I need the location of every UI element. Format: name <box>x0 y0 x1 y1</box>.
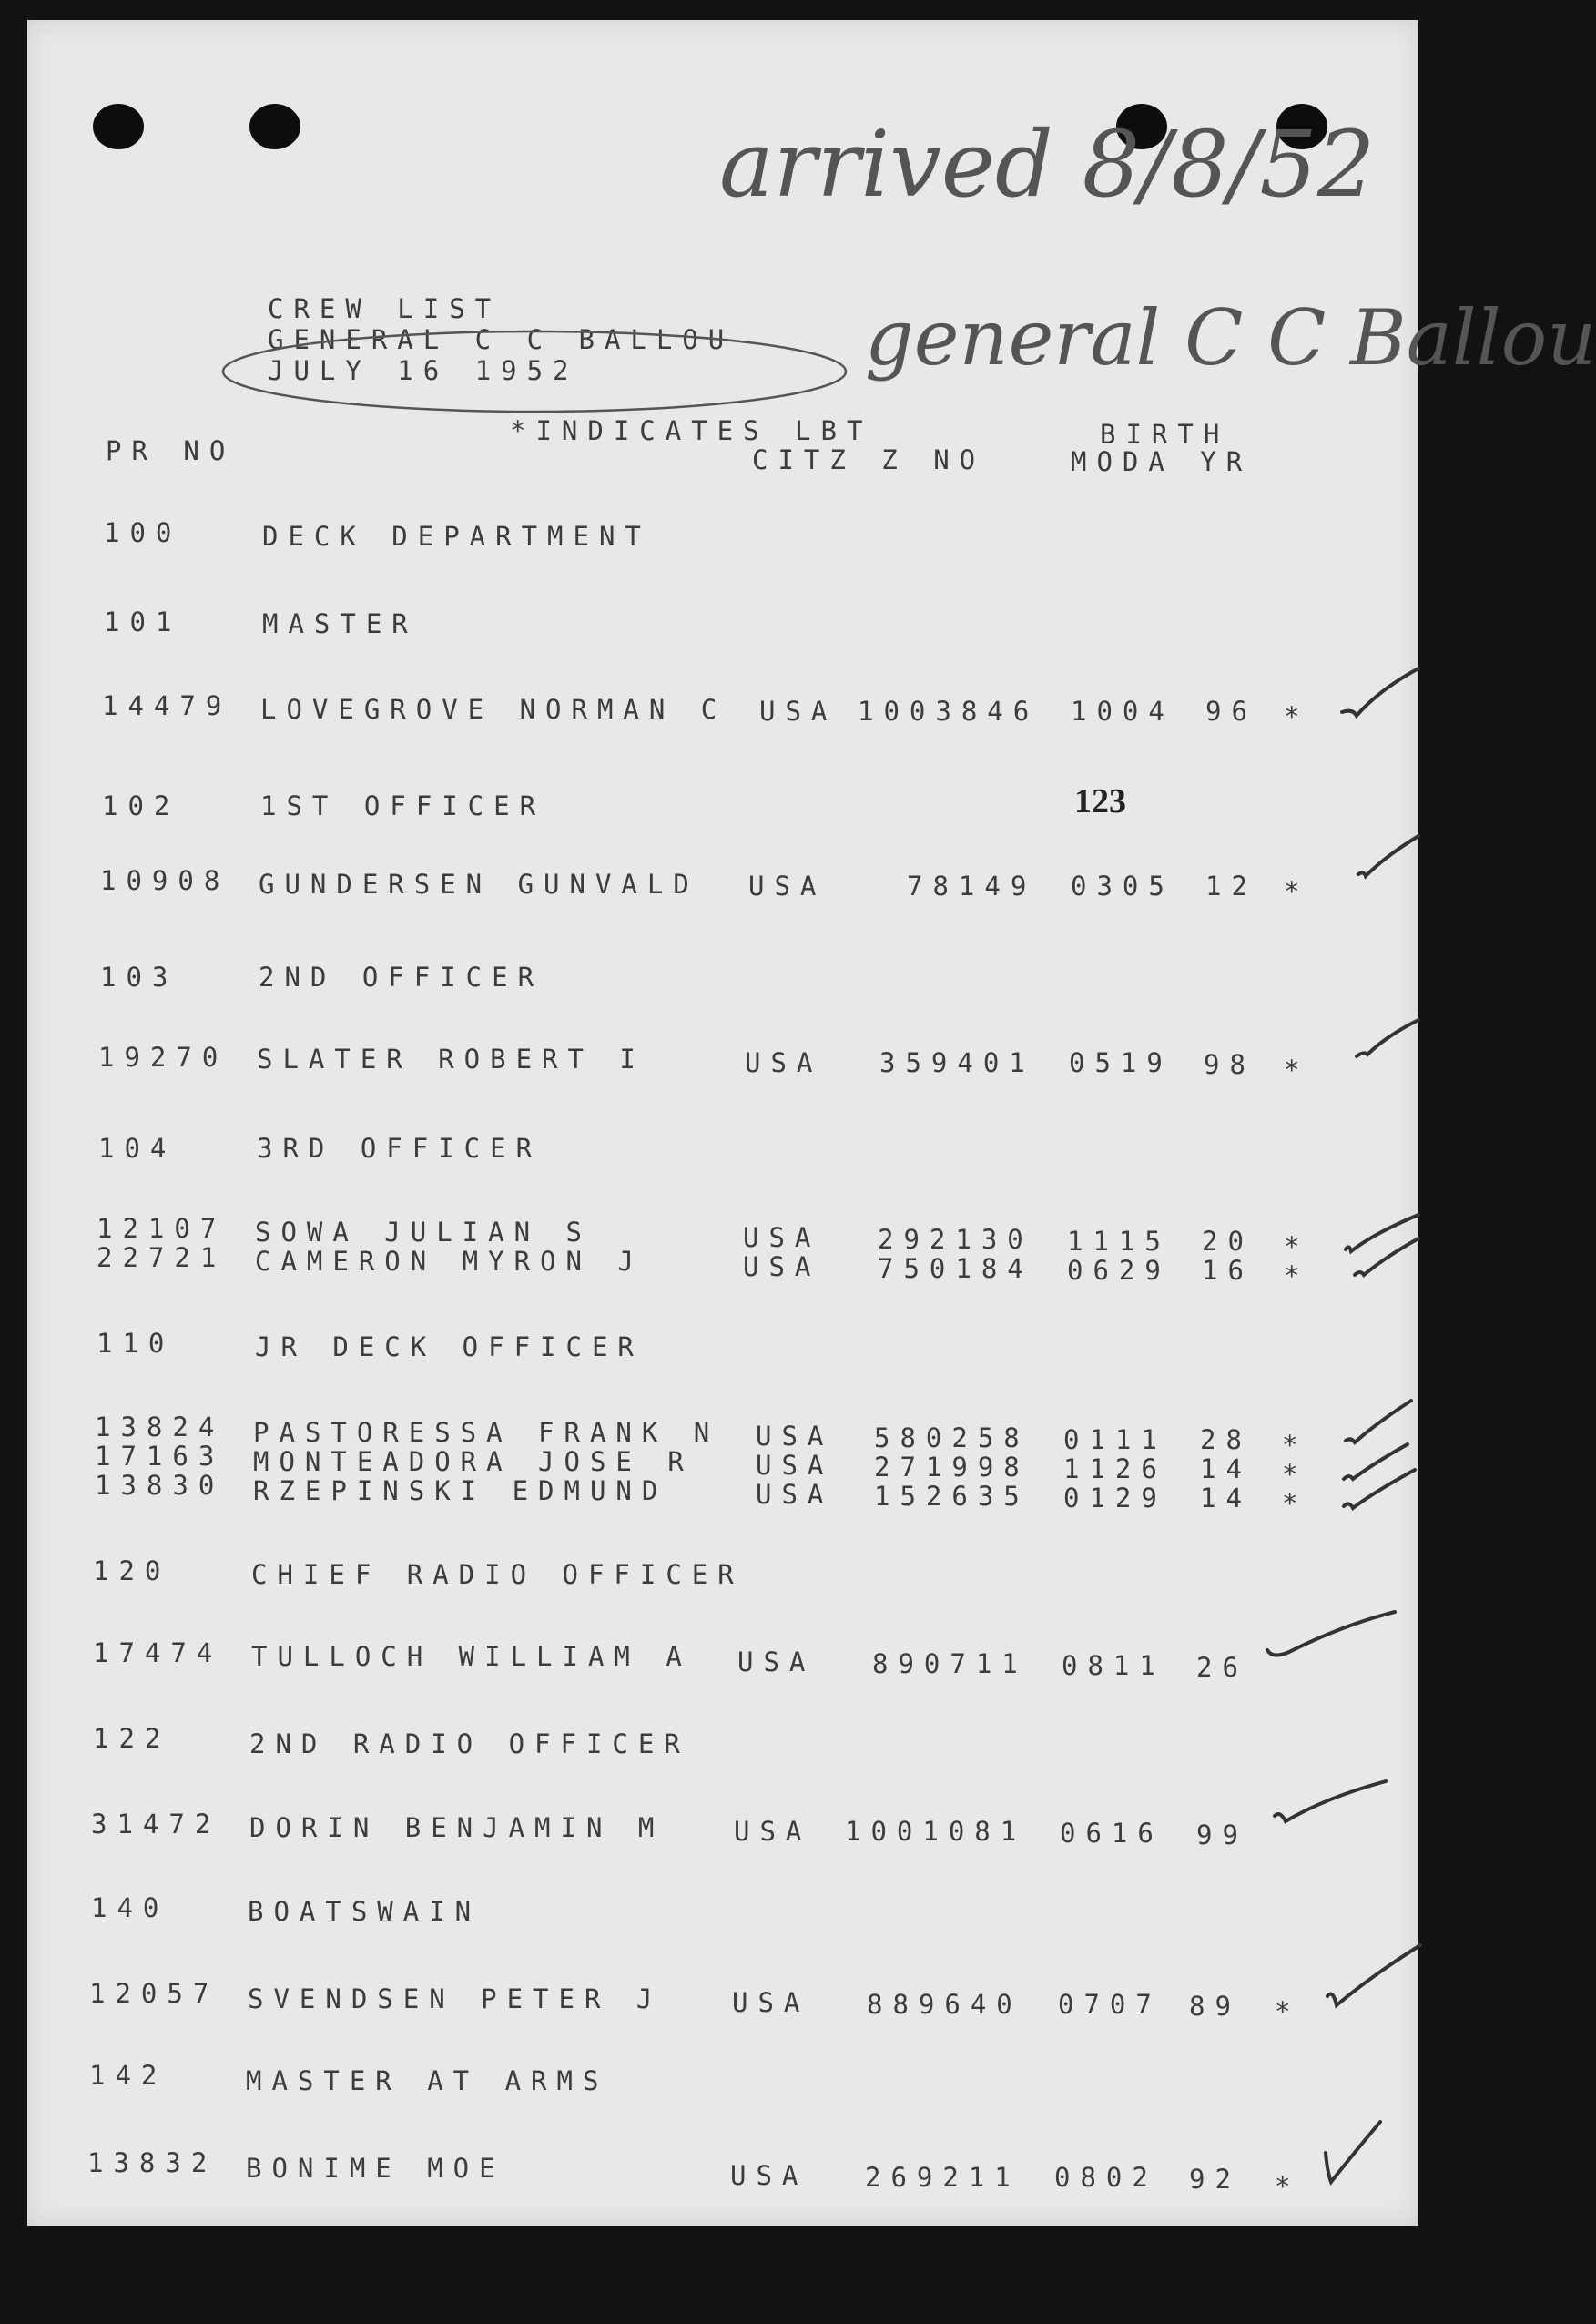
crew-name: GUNDERSEN GUNVALD <box>259 869 699 900</box>
col-birth: BIRTH <box>1100 419 1230 450</box>
ship-name-handwritten: general C C Ballou <box>865 293 1596 382</box>
crew-citizenship: USA <box>756 1450 834 1481</box>
crew-z-number: 78149 <box>907 871 1037 902</box>
crew-z-number: 271998 <box>874 1452 1030 1483</box>
section-code: 142 <box>89 2060 168 2091</box>
lbt-asterisk: * <box>1284 876 1310 907</box>
punch-hole-mid <box>249 104 300 149</box>
check-mark <box>1338 661 1420 725</box>
crew-birth-yr: 98 <box>1204 1049 1255 1080</box>
crew-birth-yr: 20 <box>1202 1226 1254 1257</box>
crew-pr-no: 12057 <box>89 1978 219 2009</box>
crew-pr-no: 12107 <box>97 1213 227 1244</box>
crew-citizenship: USA <box>756 1479 834 1510</box>
lbt-asterisk: * <box>1282 1488 1308 1519</box>
crew-birth-yr: 92 <box>1189 2164 1241 2195</box>
arrived-note: arrived 8/8/52 <box>719 111 1376 218</box>
crew-citizenship: USA <box>743 1251 821 1282</box>
check-mark <box>1338 1005 1420 1069</box>
crew-birth-moda: 0707 <box>1058 1989 1162 2020</box>
lbt-asterisk: * <box>1282 1430 1308 1461</box>
check-mark <box>1324 1940 1424 2013</box>
crew-name: BONIME MOE <box>246 2153 505 2184</box>
punch-hole-left <box>93 104 144 149</box>
section-label: 2ND OFFICER <box>259 962 544 993</box>
lbt-asterisk: * <box>1284 1055 1310 1086</box>
crew-birth-yr: 12 <box>1205 871 1257 902</box>
crew-z-number: 889640 <box>867 1989 1022 2020</box>
crew-birth-moda: 0111 <box>1063 1424 1167 1455</box>
lbt-asterisk: * <box>1275 1996 1301 2027</box>
crew-citizenship: USA <box>745 1047 823 1078</box>
section-code: 120 <box>93 1555 171 1586</box>
section-label: DECK DEPARTMENT <box>262 521 651 552</box>
section-label: MASTER AT ARMS <box>246 2065 609 2096</box>
crew-name: CAMERON MYRON J <box>255 1246 644 1277</box>
section-label: 3RD OFFICER <box>257 1133 543 1164</box>
crew-birth-moda: 1004 <box>1071 696 1174 727</box>
crew-name: PASTORESSA FRANK N <box>253 1417 720 1448</box>
header-crew-list: CREW LIST <box>268 293 502 324</box>
crew-pr-no: 10908 <box>100 865 230 896</box>
crew-pr-no: 14479 <box>102 690 232 721</box>
lbt-asterisk: * <box>1282 1459 1308 1490</box>
section-label: MASTER <box>262 608 418 639</box>
col-citz-z-no: CITZ Z NO <box>752 444 986 475</box>
crew-pr-no: 17163 <box>95 1441 225 1472</box>
crew-birth-yr: 26 <box>1196 1652 1248 1683</box>
crew-birth-yr: 89 <box>1189 1991 1241 2022</box>
crew-birth-moda: 0305 <box>1071 871 1174 902</box>
crew-birth-yr: 96 <box>1205 696 1257 727</box>
crew-name: SLATER ROBERT I <box>257 1044 646 1075</box>
section-code: 103 <box>100 962 178 993</box>
crew-z-number: 750184 <box>878 1253 1033 1284</box>
crew-citizenship: USA <box>759 696 838 727</box>
crew-pr-no: 31472 <box>91 1809 221 1840</box>
crew-z-number: 269211 <box>865 2162 1021 2193</box>
crew-birth-moda: 0811 <box>1062 1650 1165 1681</box>
crew-birth-yr: 28 <box>1200 1424 1252 1455</box>
section-label: BOATSWAIN <box>248 1896 482 1927</box>
crew-z-number: 292130 <box>878 1224 1033 1255</box>
crew-z-number: 359401 <box>879 1047 1035 1078</box>
section-code: 140 <box>91 1892 169 1923</box>
lbt-asterisk: * <box>1284 1260 1310 1291</box>
crew-pr-no: 13830 <box>95 1470 225 1501</box>
crew-name: RZEPINSKI EDMUND <box>253 1475 668 1506</box>
header-ship: GENERAL C C BALLOU <box>268 324 735 355</box>
check-mark <box>1338 1224 1420 1288</box>
crew-citizenship: USA <box>737 1646 816 1677</box>
crew-z-number: 580258 <box>874 1422 1030 1453</box>
lbt-asterisk: * <box>1284 1231 1310 1262</box>
section-code: 104 <box>98 1133 177 1164</box>
crew-birth-moda: 1115 <box>1067 1226 1171 1257</box>
section-label: 2ND RADIO OFFICER <box>249 1728 690 1759</box>
crew-name: TULLOCH WILLIAM A <box>251 1641 692 1672</box>
crew-birth-moda: 0519 <box>1069 1047 1173 1078</box>
crew-citizenship: USA <box>734 1816 812 1847</box>
crew-citizenship: USA <box>748 871 827 902</box>
section-code: 122 <box>93 1723 171 1754</box>
col-pr-no: PR NO <box>106 435 236 466</box>
section-code: 110 <box>97 1328 175 1359</box>
crew-citizenship: USA <box>732 1987 810 2018</box>
crew-pr-no: 19270 <box>98 1042 229 1073</box>
check-mark <box>1338 829 1420 892</box>
section-label: JR DECK OFFICER <box>255 1331 644 1362</box>
check-mark <box>1271 1770 1389 1834</box>
col-moda-yr: MODA YR <box>1071 446 1253 477</box>
lbt-asterisk: * <box>1275 2171 1301 2202</box>
crew-citizenship: USA <box>756 1421 834 1452</box>
section-label: CHIEF RADIO OFFICER <box>251 1559 744 1590</box>
crew-name: DORIN BENJAMIN M <box>249 1812 665 1843</box>
section-code: 100 <box>104 517 182 548</box>
crew-z-number: 890711 <box>872 1648 1028 1679</box>
section-code: 102 <box>102 790 180 821</box>
crew-birth-moda: 0629 <box>1067 1255 1171 1286</box>
crew-birth-yr: 14 <box>1200 1483 1252 1514</box>
crew-z-number: 1003846 <box>858 696 1040 727</box>
crew-z-number: 1001081 <box>845 1816 1027 1847</box>
crew-name: MONTEADORA JOSE R <box>253 1446 694 1477</box>
crew-z-number: 152635 <box>874 1481 1030 1512</box>
crew-birth-moda: 0616 <box>1060 1818 1164 1849</box>
check-mark <box>1262 1603 1398 1667</box>
crew-pr-no: 17474 <box>93 1637 223 1668</box>
crew-citizenship: USA <box>743 1222 821 1253</box>
crew-pr-no: 13824 <box>95 1412 225 1442</box>
header-date: JULY 16 1952 <box>268 355 579 386</box>
crew-pr-no: 13832 <box>87 2147 218 2178</box>
crew-birth-yr: 99 <box>1196 1819 1248 1850</box>
section-code: 101 <box>104 606 182 637</box>
crew-birth-moda: 1126 <box>1063 1453 1167 1484</box>
section-label: 1ST OFFICER <box>260 790 546 821</box>
crew-name: LOVEGROVE NORMAN C <box>260 694 727 725</box>
crew-birth-yr: 16 <box>1202 1255 1254 1286</box>
crew-name: SOWA JULIAN S <box>255 1217 592 1248</box>
check-mark <box>1320 2116 1393 2189</box>
document-page <box>27 20 1596 2226</box>
crew-pr-no: 22721 <box>97 1242 227 1273</box>
crew-birth-moda: 0129 <box>1063 1483 1167 1514</box>
crew-birth-moda: 0802 <box>1054 2162 1158 2193</box>
crew-birth-yr: 14 <box>1200 1453 1252 1484</box>
crew-name: SVENDSEN PETER J <box>248 1983 663 2014</box>
lbt-asterisk: * <box>1284 701 1310 732</box>
col-indicates-lbt: *INDICATES LBT <box>510 415 873 446</box>
stamp-number: 123 <box>1074 782 1126 821</box>
check-mark <box>1338 1463 1420 1526</box>
crew-citizenship: USA <box>730 2160 808 2191</box>
